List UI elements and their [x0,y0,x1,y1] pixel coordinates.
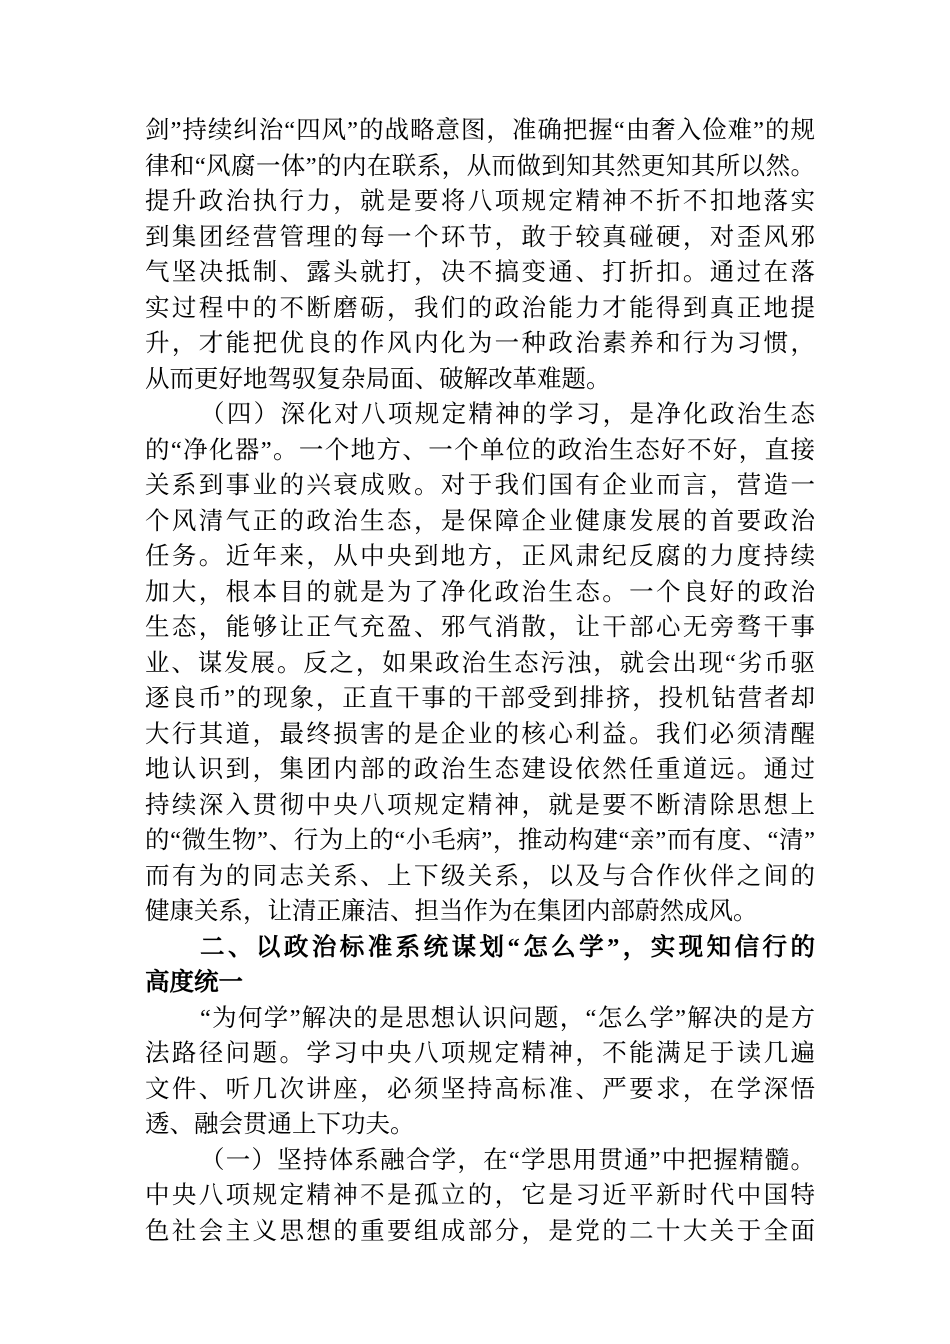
text-line: 剑”持续纠治“四风”的战略意图，准确把握“由奢入俭难”的规 [145,117,815,144]
text-line: 升，才能把优良的作风内化为一种政治素养和行为习惯， [145,330,815,357]
paragraph-section-four [145,397,815,930]
section-heading-two [145,930,815,1001]
text-line: 而有为的同志关系、上下级关系，以及与合作伙伴之间的 [145,862,815,890]
document-body [145,113,815,1249]
text-line: 律和“风腐一体”的内在联系，从而做到知其然更知其所以然。 [145,152,815,180]
text-line: 关系到事业的兴衰成败。对于我们国有企业而言，营造一 [145,472,815,499]
text-line: 从而更好地驾驭复杂局面、破解改革难题。 [145,365,611,393]
paragraph-subsection-one [145,1143,815,1250]
paragraph-why-vs-how [145,1001,815,1143]
text-line: 到集团经营管理的每一个环节，敢于较真碰硬，对歪风邪 [145,223,815,251]
text-line: “为何学”解决的是思想认识问题，“怎么学”解决的是方 [200,1004,815,1032]
text-line: 持续深入贯彻中央八项规定精神，就是要不断清除思想上 [145,791,815,819]
text-line: 中央八项规定精神不是孤立的，它是习近平新时代中国特 [145,1182,815,1209]
text-line: 加大，根本目的就是为了净化政治生态。一个良好的政治 [145,578,815,606]
text-line: 提升政治执行力，就是要将八项规定精神不折不扣地落实 [145,188,815,215]
text-line: 透、融会贯通上下功夫。 [145,1111,415,1138]
text-line: 任务。近年来，从中央到地方，正风肃纪反腐的力度持续 [145,543,815,570]
text-line: 的“净化器”。一个地方、一个单位的政治生态好不好，直接 [145,436,815,464]
text-line: 地认识到，集团内部的政治生态建设依然任重道远。通过 [145,756,815,783]
text-line: 业、谋发展。反之，如果政治生态污浊，就会出现“劣币驱 [145,649,815,677]
text-line: 法路径问题。学习中央八项规定精神，不能满足于读几遍 [145,1040,815,1067]
text-line: 气坚决抵制、露头就打，决不搞变通、打折扣。通过在落 [145,259,815,286]
text-line: 生态，能够让正气充盈、邪气消散，让干部心无旁骛干事 [145,614,815,641]
text-line: 的“微生物”、行为上的“小毛病”，推动构建“亲”而有度、“清” [145,827,815,854]
text-line: 实过程中的不断磨砺，我们的政治能力才能得到真正地提 [145,294,815,322]
text-line: 逐良币”的现象，正直干事的干部受到排挤，投机钻营者却 [145,685,815,712]
text-line: （四）深化对八项规定精神的学习，是净化政治生态 [200,401,815,428]
text-line: 二、以政治标准系统谋划“怎么学”，实现知信行的 [200,933,815,961]
text-line: 高度统一 [145,969,243,996]
text-line: 个风清气正的政治生态，是保障企业健康发展的首要政治 [145,507,815,535]
text-line: 大行其道，最终损害的是企业的核心利益。我们必须清醒 [145,720,815,748]
text-line: 色社会主义思想的重要组成部分，是党的二十大关于全面 [145,1217,815,1245]
text-line: 文件、听几次讲座，必须坚持高标准、严要求，在学深悟 [145,1075,815,1103]
text-line: 健康关系，让清正廉洁、担当作为在集团内部蔚然成风。 [145,898,758,925]
paragraph-continuation [145,113,815,397]
text-line: （一）坚持体系融合学，在“学思用贯通”中把握精髓。 [200,1146,815,1174]
